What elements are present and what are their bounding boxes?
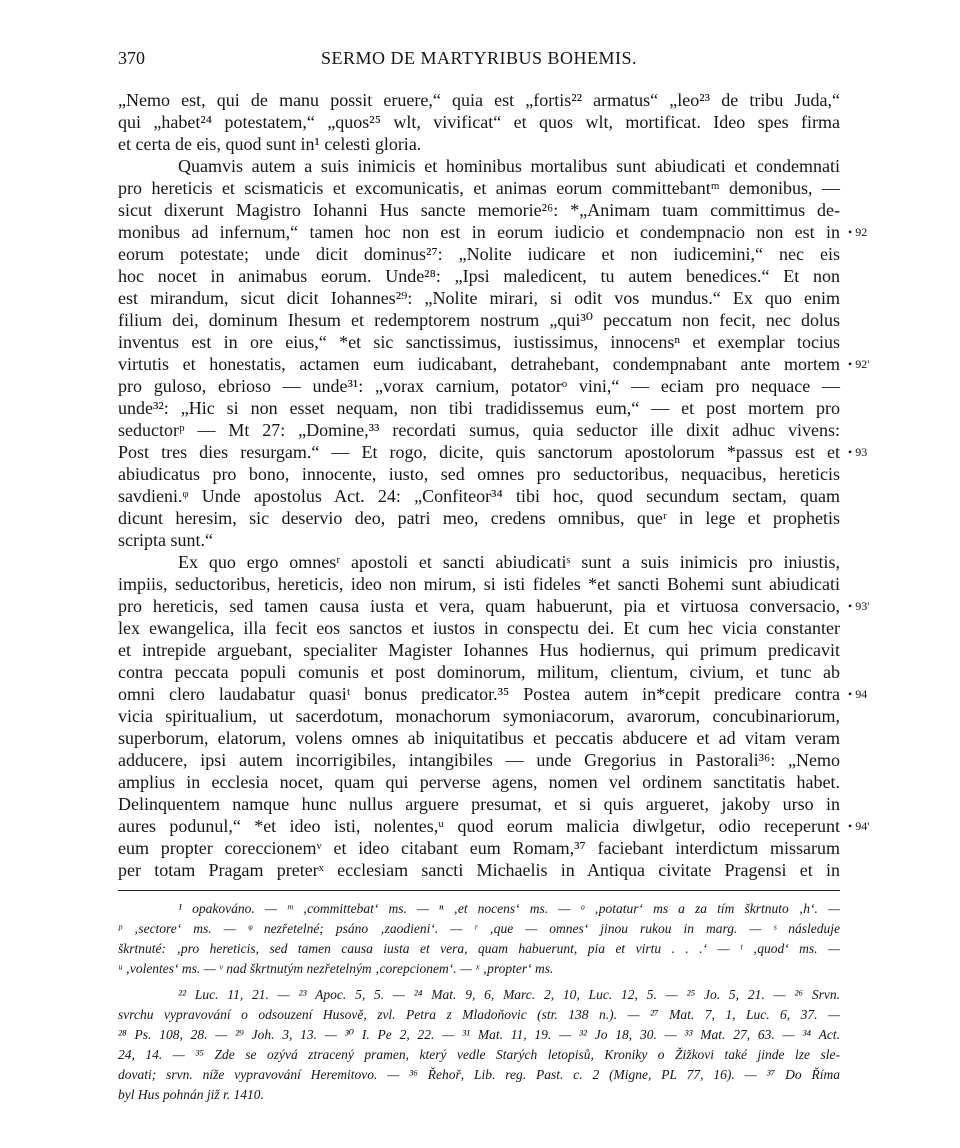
text-line: monibus ad infernum,“ tamen hoc non est in eorum iudicio et condempnacio non est in [118,222,840,242]
text-line: adducere, ipsi autem incorrigibiles, intangibiles — unde Gregorius in Pastorali³⁶: „Nemo [118,750,840,770]
text-line: et intrepide arguebant, specialiter Magister Iohannes Hus hodiernus, qui primum predicavit [118,640,840,660]
folio-mark: • 94 [848,687,868,701]
folio-mark: • 92 [848,225,868,239]
text-line: abiudicatus pro bono, innocente, iusto, sed omnes pro seductoribus, nequacibus, hereticis [118,464,840,484]
text-line: sicut dixerunt Magistro Iohanni Hus sancte memorie²⁶: *„Animam tuam committimus de- [118,200,840,220]
page-number: 370 [118,48,145,68]
text-line: Post tres dies resurgam.“ — Et rogo, dicite, quis sanctorum apostolorum *passus est et [118,442,840,462]
text-line: superborum, elatorum, volens omnes ab iniquitatibus et peccatis abducere et ad vitam veram [118,728,840,748]
footnote-line: svrchu vypravování o odsouzení Husově, zvl. Petra z Mladoňovic (str. 138 n.). — ²⁷ Mat. 7, 1, Luc. 6, 37. — [118,1007,840,1022]
text-line: qui „habet²⁴ potestatem,“ „quos²⁵ wlt, vivificat“ et quos wlt, mortificat. Ideo spes firma [118,112,840,132]
footnote-line: ¹ opakováno. — ᵐ ‚committebat‘ ms. — ⁿ ‚et nocens‘ ms. — ᵒ ‚potatur‘ ms a za tím škrtnuto ‚h‘. — [178,901,840,916]
text-line: virtutis et honestatis, actamen eum iudicabant, detrahebant, condempnabant ante mortem [118,354,840,374]
text-line: aures podunul,“ *et ideo isti, nolentes,ᵘ quod eorum malicia diwlgetur, odio receperunt [118,816,840,836]
text-line: lex ewangelica, illa fecit eos sanctos et iustos in conspectu dei. Et cum hec vicia constanter [118,618,840,638]
footnote-line: dovati; srvn. níže vypravování Heremitovo. — ³⁶ Řehoř, Lib. reg. Past. c. 2 (Migne, PL 77, 16). — ³⁷ Do Říma [118,1067,840,1082]
text-line: omni clero laudabatur quasiᵗ bonus predicator.³⁵ Postea autem in*cepit predicare contra [118,684,840,704]
text-line: pro guloso, ebrioso — unde³¹: „vorax carnium, potatorᵒ vini,“ — eciam pro nequace — [118,376,840,396]
text-line: scripta sunt.“ [118,530,213,550]
text-line: per totam Pragam preterˣ ecclesiam sancti Michaelis in Antiqua civitate Pragensi et in [118,860,840,880]
page-header [118,48,840,74]
text-line: eorum potestate; unde dicit dominus²⁷: „Nolite iudicare et non iudicemini,“ nec eis [118,244,840,264]
footnote-line: ²⁸ Ps. 108, 28. — ²⁹ Joh. 3, 13. — ³⁰ I. Pe 2, 22. — ³¹ Mat. 11, 19. — ³² Jo 18, 30. — ³³ Mat. 27, 63. — ³⁴ Act. [118,1027,840,1042]
text-line: est mirandum, sicut dicit Iohannes²⁹: „Nolite mirari, si odit vos mundus.“ Ex quo enim [118,288,840,308]
folio-mark: • 92' [848,357,870,371]
text-line: pro hereticis, sed tamen causa iusta et vera, quam habuerunt, pia et virtuosa conversacio, [118,596,840,616]
running-title: SERMO DE MARTYRIBUS BOHEMIS. [321,48,637,68]
text-line: pro hereticis et scismaticis et excomunicatis, et animas eorum committebantᵐ demonibus, — [118,178,840,198]
text-line: „Nemo est, qui de manu possit eruere,“ quia est „fortis²² armatus“ „leo²³ de tribu Juda,“ [118,90,840,110]
footnote-line: 24, 14. — ³⁵ Zde se ozývá ztracený pramen, který vedle Starých letopisů, Kroniky o Žižkovi také jinde lze sle- [118,1047,840,1062]
text-line: dicunt heresim, sic deservio deo, patri meo, credens omnibus, queʳ in lege et prophetis [118,508,840,528]
text-line: et certa de eis, quod sunt in¹ celesti gloria. [118,134,422,154]
text-line: Delinquentem namque hunc nullus arguere presumat, et si quis argueret, jakoby urso in [118,794,840,814]
folio-mark: • 94' [848,819,870,833]
footnote-line: ²² Luc. 11, 21. — ²³ Apoc. 5, 5. — ²⁴ Mat. 9, 6, Marc. 2, 10, Luc. 12, 5. — ²⁵ Jo. 5, 21. — ²⁶ Srvn. [178,987,840,1002]
folio-mark: • 93 [848,445,868,459]
text-line: contra peccata populi comunis et post dominorum, militum, clientum, civium, et tunc ab [118,662,840,682]
footnote-line: škrtnuté: ‚pro hereticis, sed tamen causa iusta et vera, quam habuerunt, pia et virtu . . .‘ — ᵗ ‚quod‘ ms. — [118,941,840,956]
text-line: vicia spiritualium, ut sacerdotum, monachorum symoniacorum, avarorum, concubinariorum, [118,706,840,726]
text-line: Ex quo ergo omnesʳ apostoli et sancti abiudicatiˢ sunt a suis inimicis pro iniustis, [178,552,840,572]
text-line: impiis, seductoribus, hereticis, ideo non mirum, si isti fideles *et sancti Bohemi sunt abiudicati [118,574,840,594]
footnote-separator [118,890,840,891]
footnote-line: ᵖ ‚sectore‘ ms. — ᵠ nezřetelné; psáno ‚zaodieni‘. — ʳ ‚que — omnes‘ jinou rukou in marg. — ˢ následuje [118,921,840,936]
text-line: hoc nocet in animabus eorum. Unde²⁸: „Ipsi maledicent, tu autem benedices.“ Et non [118,266,840,286]
text-line: unde³²: „Hic si non esset nequam, non tibi tradidissemus eum,“ — et post mortem pro [118,398,840,418]
text-line: eum propter coreccionemᵛ et ideo citabant eum Romam,³⁷ faciebant interdictum missarum [118,838,840,858]
text-line: amplius in ecclesia nocet, quam qui perverse agens, nomen vel ordinem sanctitatis habet. [118,772,840,792]
text-line: filium dei, dominum Ihesum et redemptorem nostrum „qui³⁰ peccatum non fecit, nec dolus [118,310,840,330]
text-line: Quamvis autem a suis inimicis et hominibus mortalibus sunt abiudicati et condemnati [178,156,840,176]
footnote-line: ᵘ ‚volentes‘ ms. — ᵛ nad škrtnutým nezřetelným ‚corepcionem‘. — ˣ ‚propter‘ ms. [118,961,554,976]
text-line: seductorᵖ — Mt 27: „Domine,³³ recordati sumus, quia seductor ille dixit adhuc vivens: [118,420,840,440]
footnote-line: byl Hus pohnán již r. 1410. [118,1087,264,1102]
text-line: inventus est in ore eius,“ *et sic sanctissimus, iustissimus, innocensⁿ et exemplar tocius [118,332,840,352]
text-line: savdieni.ᵠ Unde apostolus Act. 24: „Confiteor³⁴ tibi hoc, quod secundum sectam, quam [118,486,840,506]
folio-mark: • 93' [848,599,870,613]
